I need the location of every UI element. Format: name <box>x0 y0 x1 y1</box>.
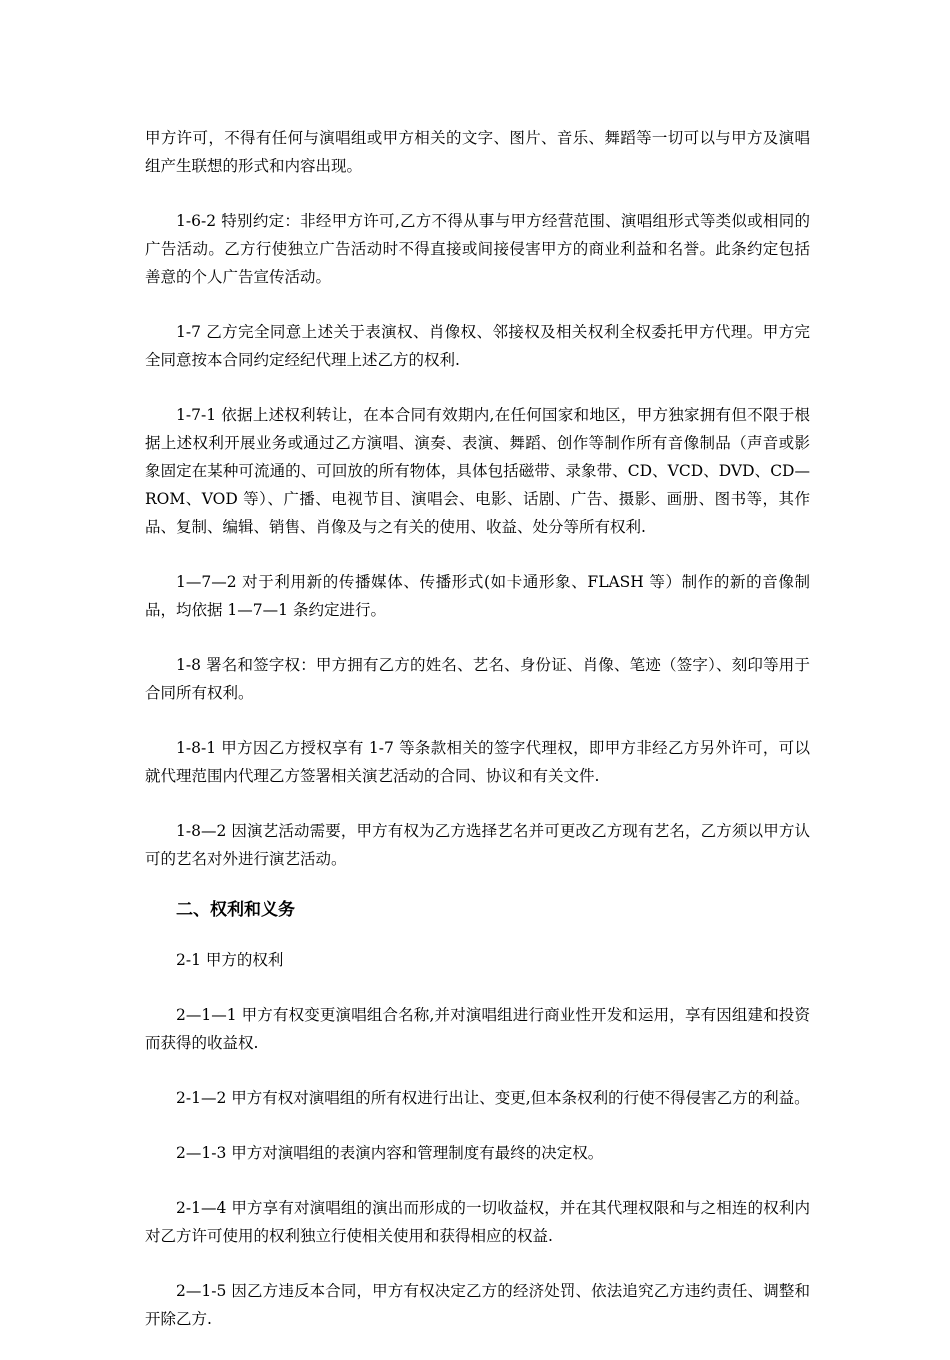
paragraph-1-8-1: 1-8-1 甲方因乙方授权享有 1-7 等条款相关的签字代理权，即甲方非经乙方另外许可，可以就代理范围内代理乙方签署相关演艺活动的合同、协议和有关文件. <box>145 739 810 785</box>
document-page <box>145 124 810 1360</box>
paragraph-2-1-5: 2—1-5 因乙方违反本合同，甲方有权决定乙方的经济处罚、依法追究乙方违约责任、调整和开除乙方. <box>145 1282 810 1328</box>
paragraph-2-1-1: 2—1—1 甲方有权变更演唱组合名称,并对演唱组进行商业性开发和运用，享有因组建和投资而获得的收益权. <box>145 1006 810 1052</box>
paragraph-1-7: 1-7 乙方完全同意上述关于表演权、肖像权、邻接权及相关权利全权委托甲方代理。甲方完全同意按本合同约定经纪代理上述乙方的权利. <box>145 323 810 369</box>
paragraph-1-6-2: 1-6-2 特别约定：非经甲方许可,乙方不得从事与甲方经营范围、演唱组形式等类似或相同的广告活动。乙方行使独立广告活动时不得直接或间接侵害甲方的商业利益和名誉。此条约定包括善意的个人广告宣传活动。 <box>145 212 810 286</box>
paragraph-1-8: 1-8 署名和签字权：甲方拥有乙方的姓名、艺名、身份证、肖像、笔迹（签字）、刻印等用于合同所有权利。 <box>145 656 810 702</box>
paragraph-2-1-4: 2-1—4 甲方享有对演唱组的演出而形成的一切收益权，并在其代理权限和与之相连的权利内对乙方许可使用的权利独立行使相关使用和获得相应的权益. <box>145 1199 810 1245</box>
subsection-2-1: 2-1 甲方的权利 <box>176 951 284 969</box>
paragraph-continuation: 甲方许可，不得有任何与演唱组或甲方相关的文字、图片、音乐、舞蹈等一切可以与甲方及演唱组产生联想的形式和内容出现。 <box>145 129 810 175</box>
paragraph-1-7-2: 1—7—2 对于利用新的传播媒体、传播形式(如卡通形象、FLASH 等）制作的新的音像制品，均依据 1—7—1 条约定进行。 <box>145 573 810 619</box>
paragraph-1-7-1: 1-7-1 依据上述权利转让，在本合同有效期内,在任何国家和地区，甲方独家拥有但不限于根据上述权利开展业务或通过乙方演唱、演奏、表演、舞蹈、创作等制作所有音像制品（声音或影象固定在某种可流通的、可回放的所有物体，具体包括磁带、录象带、CD、VCD、DVD、CD—ROM、VOD 等）、广播、电视节目、演唱会、电影、话剧、广告、摄影、画册、图书等，其作品、复制、编辑、销售、肖像及与之有关的使用、收益、处分等所有权利. <box>145 406 810 536</box>
paragraph-2-1-2: 2-1—2 甲方有权对演唱组的所有权进行出让、变更,但本条权利的行使不得侵害乙方的利益。 <box>176 1089 810 1107</box>
paragraph-1-8-2: 1-8—2 因演艺活动需要，甲方有权为乙方选择艺名并可更改乙方现有艺名，乙方须以甲方认可的艺名对外进行演艺活动。 <box>145 822 810 868</box>
paragraph-2-1-3: 2—1-3 甲方对演唱组的表演内容和管理制度有最终的决定权。 <box>176 1144 604 1162</box>
section-heading: 二、权利和义务 <box>176 900 295 920</box>
